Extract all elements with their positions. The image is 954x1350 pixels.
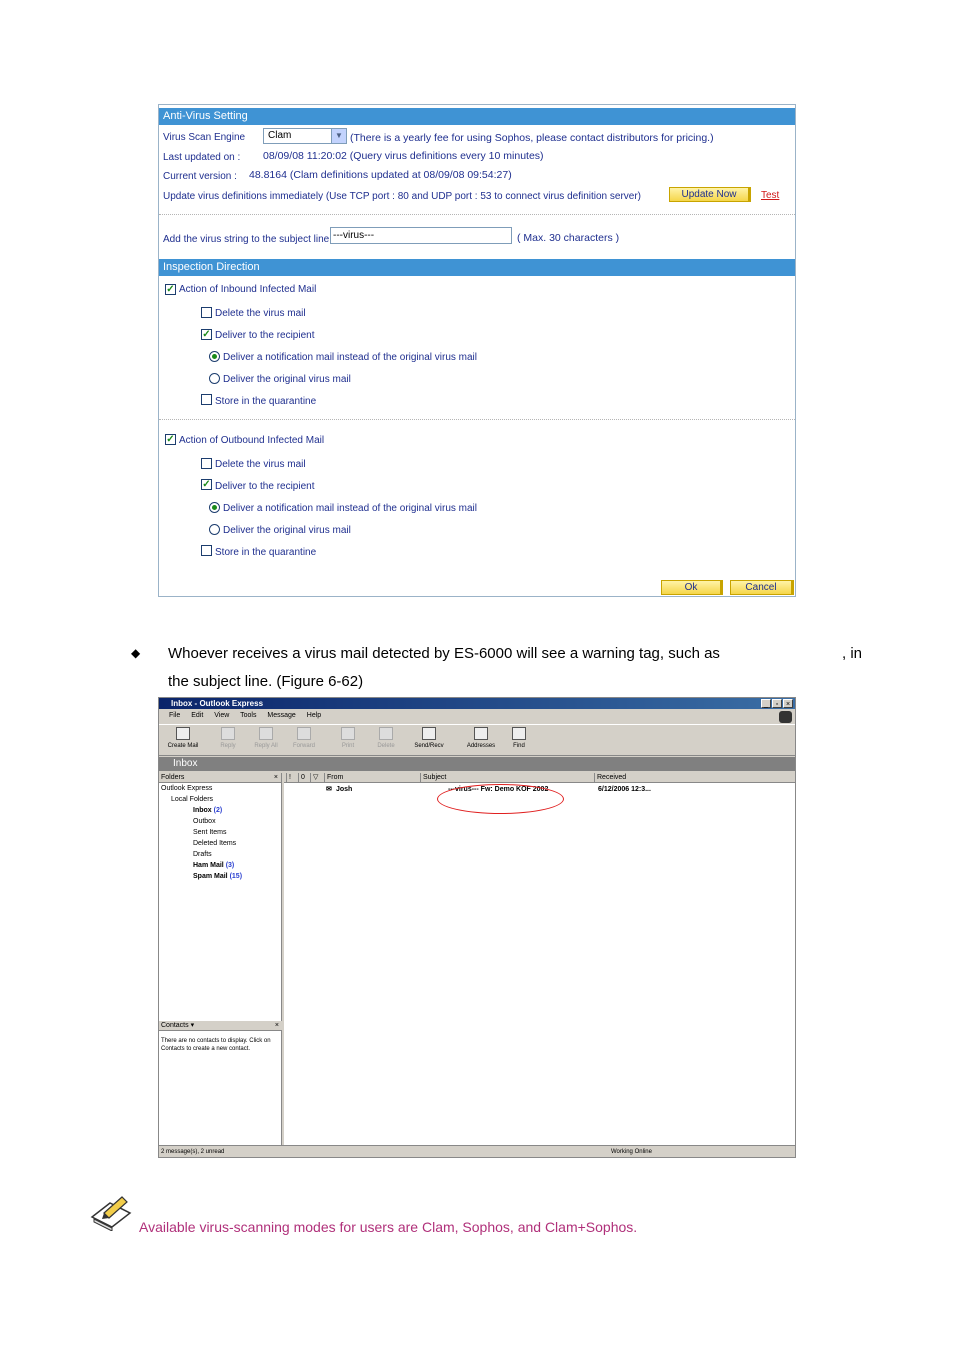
section-title-anti-virus: Anti-Virus Setting (159, 108, 795, 125)
reply-button[interactable]: Reply (215, 727, 241, 749)
bullet-text-line2: the subject line. (Figure 6-62) (168, 673, 364, 690)
subject-string-input[interactable]: ---virus--- (330, 227, 512, 244)
menu-view[interactable]: View (214, 712, 230, 719)
window-title: Inbox - Outlook Express (159, 698, 795, 709)
engine-label: Virus Scan Engine (163, 132, 246, 143)
folder-spam-mail[interactable]: Spam Mail (15) (193, 873, 243, 880)
find-icon (512, 727, 526, 740)
close-icon[interactable]: × (274, 1022, 279, 1029)
status-online: Working Online (611, 1149, 652, 1155)
menu-edit[interactable]: Edit (191, 712, 204, 719)
message-received: 6/12/2006 12:3... (598, 786, 651, 793)
window-controls (761, 699, 793, 708)
folder-title: Inbox (159, 757, 795, 771)
reply-icon (221, 727, 235, 740)
outbound-deliver-label: Deliver to the recipient (215, 481, 315, 492)
engine-select[interactable] (263, 128, 347, 144)
outbound-notify-radio[interactable] (209, 502, 220, 513)
message-subject: ---virus--- Fw: Demo KOF 2002 (448, 786, 549, 793)
create-mail-button[interactable]: Create Mail (165, 727, 201, 749)
toolbar (159, 724, 795, 756)
outbound-title: Action of Outbound Infected Mail (179, 435, 325, 446)
section-title-inspection: Inspection Direction (159, 259, 795, 276)
subject-label: Add the virus string to the subject line (163, 234, 330, 245)
inbound-notify-radio[interactable] (209, 351, 220, 362)
inbound-deliver-label: Deliver to the recipient (215, 330, 315, 341)
address-book-icon (474, 727, 488, 740)
menu-tools[interactable]: Tools (240, 712, 257, 719)
outlook-screenshot (158, 697, 796, 1158)
find-button[interactable]: Find (509, 727, 529, 749)
test-link[interactable]: Test (761, 190, 780, 201)
send-recv-button[interactable]: Send/Recv (411, 727, 447, 749)
folder-outbox[interactable]: Outbox (193, 818, 216, 825)
message-from: Josh (336, 786, 353, 793)
col-attachment[interactable]: 0 (298, 773, 305, 783)
subject-hint: ( Max. 30 characters ) (517, 232, 620, 244)
maximize-icon[interactable]: ▫ (772, 699, 782, 708)
create-mail-icon (176, 727, 190, 740)
inbound-title: Action of Inbound Infected Mail (179, 284, 317, 295)
print-button[interactable]: Print (335, 727, 361, 749)
menu-help[interactable]: Help (306, 712, 322, 719)
menu-message[interactable]: Message (267, 712, 296, 719)
inbound-delete-label: Delete the virus mail (215, 308, 306, 319)
status-bar (159, 1145, 795, 1157)
outbound-delete-checkbox[interactable] (201, 458, 212, 469)
highlight-circle (437, 784, 564, 814)
envelope-icon: ✉ (326, 786, 332, 793)
outbound-quarantine-checkbox[interactable] (201, 545, 212, 556)
col-subject[interactable]: Subject (420, 773, 446, 783)
folder-deleted-items[interactable]: Deleted Items (193, 840, 237, 847)
folder-drafts[interactable]: Drafts (193, 851, 212, 858)
folder-local-folders[interactable]: Local Folders (171, 796, 214, 803)
outbound-original-radio[interactable] (209, 524, 220, 535)
engine-note: (There is a yearly fee for using Sophos, please contact distributors for pricing.) (350, 132, 714, 144)
send-recv-icon (422, 727, 436, 740)
folder-sent-items[interactable]: Sent Items (193, 829, 227, 836)
col-flag[interactable]: ▽ (310, 773, 318, 783)
col-priority[interactable]: ! (286, 773, 291, 783)
outbound-quarantine-label: Store in the quarantine (215, 547, 317, 558)
print-icon (341, 727, 355, 740)
bullet-text-line1-end: , in (842, 645, 863, 662)
delete-button[interactable]: Delete (373, 727, 399, 749)
minimize-icon[interactable]: _ (761, 699, 771, 708)
forward-button[interactable]: Forward (289, 727, 319, 749)
outbound-delete-label: Delete the virus mail (215, 459, 306, 470)
folder-inbox[interactable]: Inbox (2) (193, 807, 223, 814)
contacts-message: There are no contacts to display. Click on Contacts to create a new contact. (161, 1038, 271, 1052)
windows-logo-icon (779, 711, 792, 723)
inbound-quarantine-checkbox[interactable] (201, 394, 212, 405)
folders-pane (159, 773, 282, 1145)
addresses-button[interactable]: Addresses (463, 727, 499, 749)
inbound-deliver-checkbox[interactable]: ✓ (202, 329, 211, 340)
reply-all-button[interactable]: Reply All (251, 727, 281, 749)
last-updated-label: Last updated on : (163, 152, 241, 163)
col-from[interactable]: From (324, 773, 343, 783)
last-updated-value: 08/09/08 11:20:02 (Query virus definitions every 10 minutes) (263, 150, 544, 162)
col-received[interactable]: Received (594, 773, 626, 783)
folders-header: Folders × (159, 773, 281, 783)
close-icon[interactable]: × (783, 699, 793, 708)
version-label: Current version : (163, 171, 237, 182)
inbound-delete-checkbox[interactable] (201, 307, 212, 318)
contacts-pane (159, 1021, 282, 1145)
inbound-checkbox[interactable]: ✓ (166, 284, 175, 295)
close-icon[interactable]: × (273, 774, 278, 781)
list-header (284, 773, 795, 783)
folder-ham-mail[interactable]: Ham Mail (3) (193, 862, 235, 869)
outbound-checkbox[interactable]: ✓ (166, 434, 175, 445)
forward-icon (297, 727, 311, 740)
note-text: Available virus-scanning modes for users are Clam, Sophos, and Clam+Sophos. (139, 1219, 638, 1235)
cancel-button[interactable]: Cancel (730, 580, 794, 595)
outbound-notify-label: Deliver a notification mail instead of the original virus mail (223, 503, 478, 514)
bullet-text-line1: Whoever receives a virus mail detected by ES-6000 will see a warning tag, such as (168, 645, 720, 662)
anti-virus-panel (158, 104, 796, 597)
inbound-notify-label: Deliver a notification mail instead of the original virus mail (223, 352, 478, 363)
chevron-down-icon[interactable]: ▼ (331, 129, 346, 143)
folder-outlook-express[interactable]: Outlook Express (161, 785, 213, 792)
version-value: 48.8164 (Clam definitions updated at 08/09/08 09:54:27) (249, 169, 512, 181)
reply-all-icon (259, 727, 273, 740)
inbound-original-radio[interactable] (209, 373, 220, 384)
delete-icon (379, 727, 393, 740)
inbound-quarantine-label: Store in the quarantine (215, 396, 317, 407)
contacts-header[interactable]: Contacts ▾ × (159, 1021, 282, 1031)
inbound-original-label: Deliver the original virus mail (223, 374, 351, 385)
divider (159, 419, 795, 420)
message-list (284, 773, 795, 1145)
menubar (159, 710, 795, 722)
menu-file[interactable]: File (169, 712, 181, 719)
engine-value: Clam (268, 130, 292, 141)
folder-tree (159, 783, 281, 882)
note-pencil-icon (90, 1193, 132, 1231)
outbound-original-label: Deliver the original virus mail (223, 525, 351, 536)
bullet-diamond-icon: ◆ (131, 646, 141, 660)
outbound-deliver-checkbox[interactable]: ✓ (202, 479, 211, 490)
update-now-button[interactable]: Update Now (669, 187, 751, 202)
divider (159, 214, 795, 215)
update-text: Update virus definitions immediately (Use TCP port : 80 and UDP port : 53 to connect virus definition server) (163, 191, 642, 202)
ok-button[interactable]: Ok (661, 580, 723, 595)
status-message-count: 2 message(s), 2 unread (161, 1149, 225, 1155)
